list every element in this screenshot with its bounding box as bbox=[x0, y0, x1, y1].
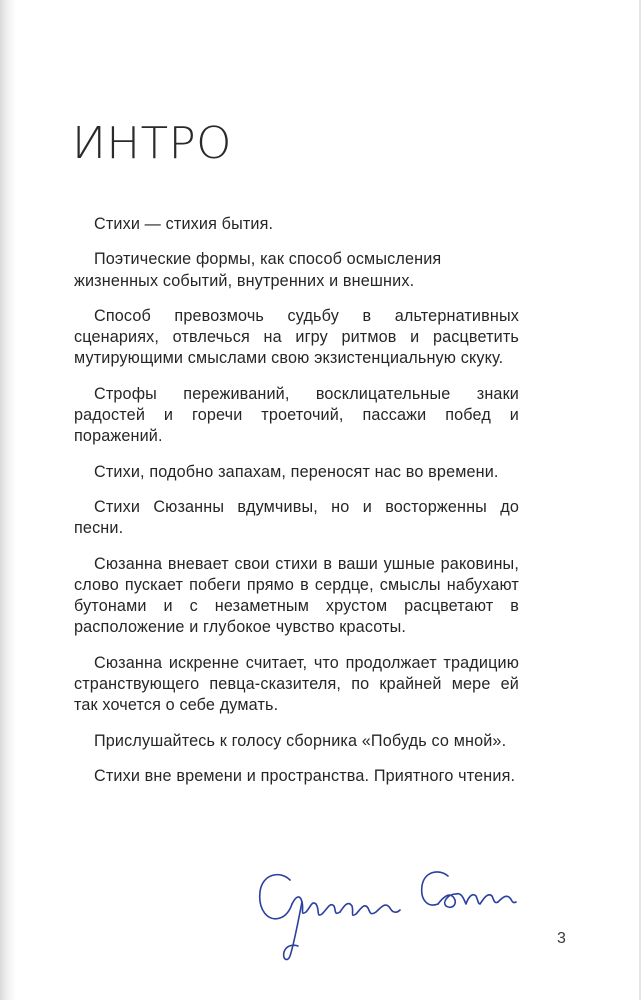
paragraph: Сюзанна искренне считает, что продолжает традицию странствующего певца-сказителя, по крайней мере ей так хочется о себе думать. bbox=[74, 653, 519, 715]
paragraph: Стихи, подобно запахам, переносят нас во времени. bbox=[94, 462, 499, 481]
paragraph: Сюзанна вневает свои стихи в ваши ушные раковины, слово пускает побеги прямо в сердце, смыслы набухают бутонами и с незаметным хрустом расцветают в расположение и глубокое чувство красоты. bbox=[74, 554, 519, 637]
binding-shadow bbox=[0, 0, 16, 1000]
intro-text bbox=[74, 214, 519, 801]
handwritten-signature bbox=[250, 852, 540, 972]
paragraph: Стихи — стихия бытия. bbox=[94, 215, 274, 233]
paragraph: Прислушайтесь к голосу сборника «Побудь со мной». bbox=[94, 731, 507, 750]
paragraph: Стихи Сюзанны вдумчивы, но и восторженны до песни. bbox=[74, 497, 519, 538]
paragraph: Стихи вне времени и пространства. Приятного чтения. bbox=[94, 766, 516, 785]
paragraph: Способ превозмочь судьбу в альтернативных сценариях, отвлечься на игру ритмов и расцветить мутирующими смыслами свою экзистенциальную скуку. bbox=[74, 306, 519, 368]
paragraph: Поэтические формы, как способ осмысления жизненных событий, внутренних и внешних. bbox=[74, 250, 442, 290]
page-number: 3 bbox=[557, 930, 566, 947]
paragraph: Строфы переживаний, восклицательные знаки радостей и горечи троеточий, пассажи побед и поражений. bbox=[74, 384, 519, 446]
page-title: ИНТРО bbox=[72, 118, 232, 169]
